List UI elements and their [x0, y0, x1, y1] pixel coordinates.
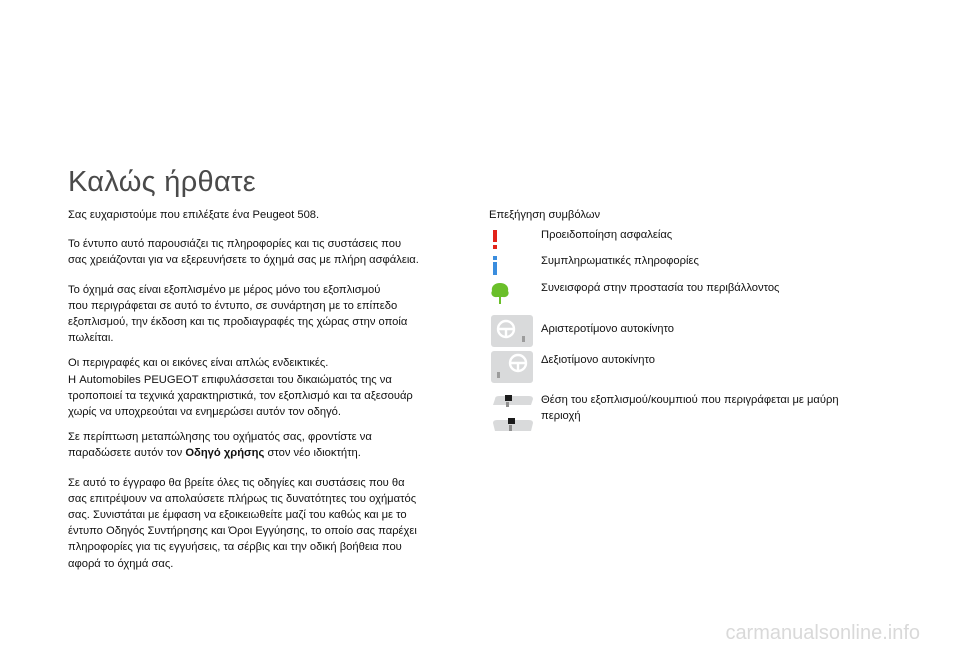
welcome-text [68, 207, 468, 572]
symbols-legend [489, 207, 889, 422]
left-hand-drive-icon [491, 315, 533, 347]
resale-guide-name: Οδηγό χρήσης [185, 447, 265, 460]
watermark: carmanualsonline.info [725, 622, 920, 644]
symbol-label: Δεξιοτίμονο αυτοκίνητο [541, 354, 655, 366]
paragraph-resale [68, 429, 468, 461]
symbol-label: Συνεισφορά στην προστασία του περιβάλλοντος [541, 282, 780, 294]
symbol-label: Θέση του εξοπλισμού/κουμπιού που περιγράφεται με μαύρη περιοχή [541, 394, 839, 422]
symbol-label: Αριστεροτίμονο αυτοκίνητο [541, 323, 674, 335]
symbol-label: Προειδοποίηση ασφαλείας [541, 229, 673, 241]
symbols-heading: Επεξήγηση συμβόλων [489, 209, 601, 221]
info-icon [489, 256, 501, 276]
warning-exclamation-icon [489, 230, 501, 250]
equipment-position-icon [489, 393, 535, 437]
paragraph-disclaimer: Οι περιγραφές και οι εικόνες είναι απλώς ενδεικτικές. Η Automobiles PEUGEOT επιφυλάσσεται του δικαιώματός της να τροποποιεί τα τεχνικά χαρακτηριστικά, τον εξοπλισμό και τα αξεσουάρ χωρίς να υποχρεούται να ενημερώσει αυτόν τον οδηγό. [68, 357, 413, 419]
resale-text-b: στον νέο ιδιοκτήτη. [264, 447, 361, 460]
symbol-label: Συμπληρωματικές πληροφορίες [541, 255, 699, 267]
paragraph-thanks: Σας ευχαριστούμε που επιλέξατε ένα Peugeot 508. [68, 209, 320, 221]
tree-icon [489, 281, 511, 305]
resale-text-a: Σε περίπτωση μεταπώλησης του οχήματός σας, φροντίστε να παραδώσετε αυτόν τον [68, 431, 372, 460]
paragraph-equipment: Το όχημά σας είναι εξοπλισμένο με μέρος μόνο του εξοπλισμού που περιγράφεται σε αυτό το έντυπο, σε συνάρτηση με το επίπεδο εξοπλισμού, την έκδοση και τις προδιαγραφές της χώρας στην οποία πωλείται. [68, 283, 408, 345]
page-title: Καλώς ήρθατε [68, 166, 256, 198]
right-hand-drive-icon [491, 351, 533, 383]
paragraph-intro: Το έντυπο αυτό παρουσιάζει τις πληροφορίες και τις συστάσεις που σας χρειάζονται για να εξερευνήσετε το όχημά σας με πλήρη ασφάλεια. [68, 238, 419, 267]
paragraph-contents: Σε αυτό το έγγραφο θα βρείτε όλες τις οδηγίες και συστάσεις που θα σας επιτρέψουν να απολαύσετε πλήρως τις δυνατότητες του οχήματός σας. Συνιστάται με έμφαση να εξοικειωθείτε μαζί του καθώς και με το έντυπο Οδηγός Συντήρησης και Όροι Εγγύησης, το οποίο σας παρέχει πληροφορίες για τις εγγυήσεις, τα σέρβις και την οδική βοήθεια που αφορά το όχημά σας. [68, 476, 417, 570]
